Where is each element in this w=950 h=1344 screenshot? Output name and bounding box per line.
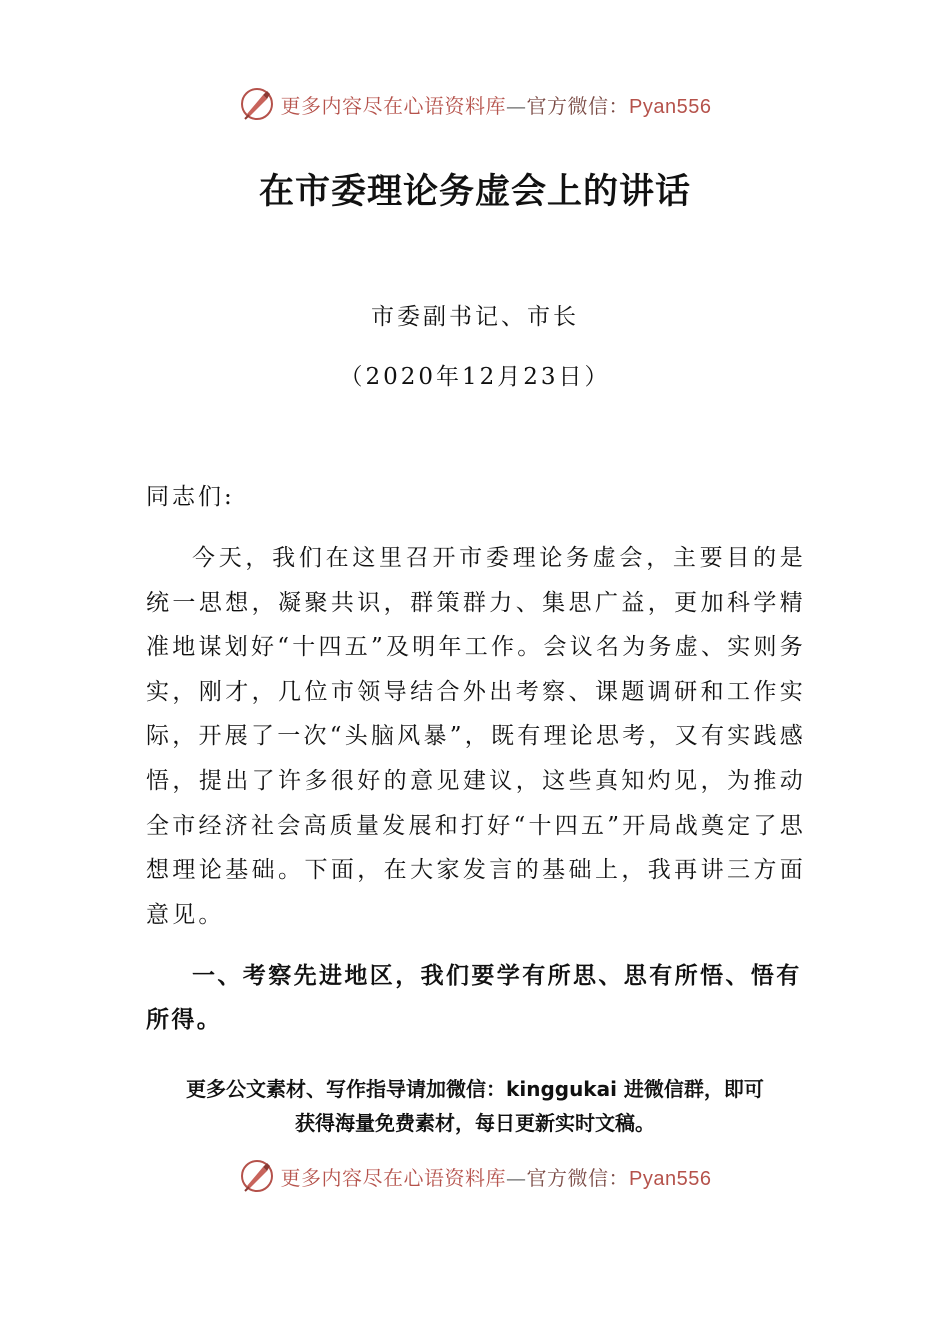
pen-nib-logo-icon (239, 1158, 275, 1194)
speaker-line: 市委副书记、市长 (371, 304, 579, 330)
promo-line-2: 获得海量免费素材，每日更新实时文稿。 (295, 1111, 655, 1135)
footer-brand-text: 更多内容尽在心语资料库—官方微信：Pyan556 (280, 1165, 712, 1190)
promo-notice (120, 1072, 830, 1140)
section-heading-one: 一、考察先进地区，我们要学有所思、思有所悟、悟有所得。 (146, 963, 802, 1033)
document-title: 在市委理论务虚会上的讲话 (258, 171, 691, 212)
footer-brand-banner (0, 1156, 950, 1196)
speech-date: （2020年12月23日） (339, 364, 611, 390)
header-brand-text: 更多内容尽在心语资料库—官方微信：Pyan556 (280, 93, 712, 118)
body-paragraph: 今天，我们在这里召开市委理论务虚会，主要目的是统一思想，凝聚共识，群策群力、集思广益，更加科学精准地谋划好“十四五”及明年工作。会议名为务虚、实则务实，刚才，几位市领导结合外出考察、课题调研和工作实际，开展了一次“头脑风暴”，既有理论思考，又有实践感悟，提出了许多很好的意见建议，这些真知灼见，为推动全市经济社会高质量发展和打好“十四五”开局战奠定了思想理论基础。下面，在大家发言的基础上，我再讲三方面意见。 (146, 545, 806, 928)
salutation: 同志们: (146, 484, 235, 510)
header-brand-banner (0, 84, 950, 124)
promo-line-1: 更多公文素材、写作指导请加微信：kinggukai 进微信群，即可 (186, 1077, 764, 1101)
pen-nib-logo-icon (239, 86, 275, 122)
